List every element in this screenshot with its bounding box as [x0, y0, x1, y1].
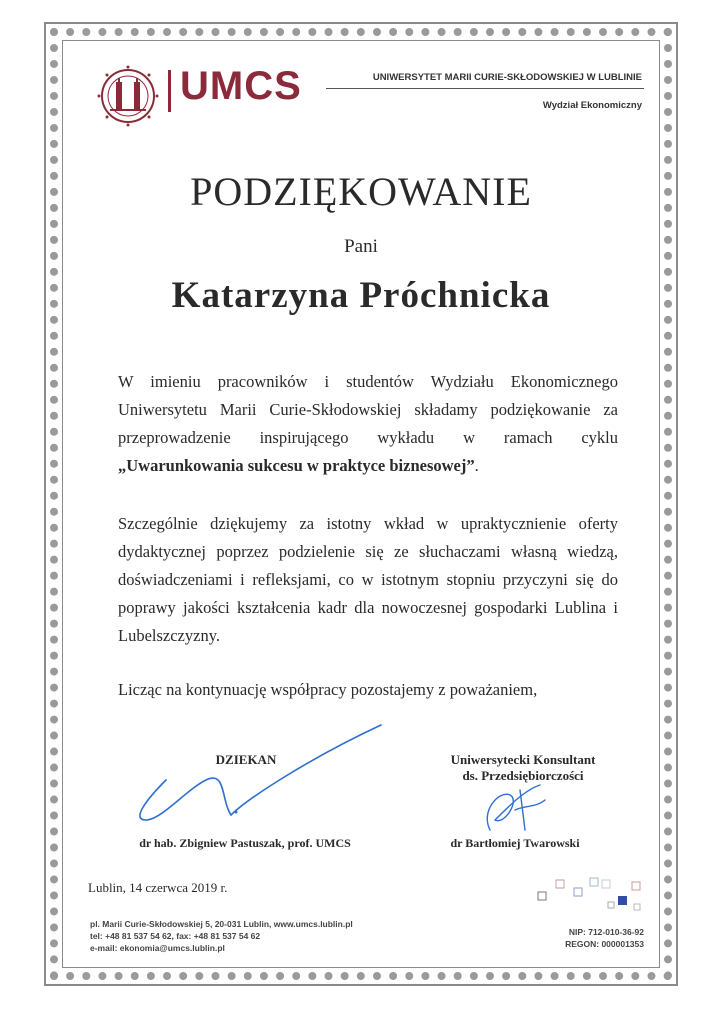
dean-name: dr hab. Zbigniew Pastuszak, prof. UMCS	[139, 836, 351, 850]
paragraph-thanks-end: .	[474, 456, 479, 475]
recipient-name: Katarzyna Próchnicka	[171, 275, 551, 316]
paragraph-contribution: Szczególnie dziękujemy za istotny wkład w upraktycznienie oferty dydaktycznej poprzez podzielenie się ze słuchaczami własną wiedzą, doświadczeniami i refleksjami, co w istotnym stopniu przyczyni się do poprawy jakości kształcenia kadr dla nowoczesnej gospodarki Lublina i Lubelszczyzny.	[118, 514, 618, 645]
logo-divider	[168, 70, 171, 112]
umcs-emblem-icon	[96, 64, 160, 128]
footer-address: pl. Marii Curie-Skłodowskiej 5, 20-031 Lublin, www.umcs.lublin.pl	[90, 919, 353, 929]
consultant-role-line-1: Uniwersytecki Konsultant	[450, 752, 596, 767]
footer-email: e-mail: ekonomia@umcs.lublin.pl	[90, 943, 225, 953]
footer-contact	[90, 918, 390, 954]
footer-phone: tel: +48 81 537 54 62, fax: +48 81 537 54 62	[90, 931, 261, 941]
consultant-name: dr Bartłomiej Twarowski	[450, 836, 580, 850]
dean-role: DZIEKAN	[215, 752, 277, 767]
consultant-role-line-2: ds. Przedsiębiorczości	[462, 768, 584, 783]
logo-wordmark: UMCS	[180, 64, 302, 108]
footer-registry	[520, 926, 644, 950]
salutation: Pani	[344, 236, 378, 257]
header-rule	[326, 88, 644, 89]
footer-nip: NIP: 712-010-36-92	[568, 927, 644, 937]
paragraph-thanks-intro: W imieniu pracowników i studentów Wydziału Ekonomicznego Uniwersytetu Marii Curie-Skłodowskiej składamy podziękowanie za przeprowadzenie inspirującego wykładu w ramach cyklu	[118, 372, 618, 447]
paragraph-closing: Licząc na kontynuację współpracy pozostajemy z poważaniem,	[118, 680, 538, 699]
footer-regon: REGON: 000001353	[565, 939, 644, 949]
consultant-signature	[470, 770, 560, 840]
university-name: UNIWERSYTET MARII CURIE-SKŁODOWSKIEJ W LUBLINIE	[372, 72, 642, 83]
issue-date: Lublin, 14 czerwca 2019 r.	[88, 880, 228, 895]
faculty-name: Wydział Ekonomiczny	[542, 100, 642, 111]
paragraph-thanks	[118, 368, 618, 480]
decorative-squares-icon	[534, 874, 644, 914]
document-title: PODZIĘKOWANIE	[190, 169, 532, 214]
lecture-series-name: „Uwarunkowania sukcesu w praktyce biznesowej”	[118, 456, 475, 475]
dean-signature	[126, 720, 386, 830]
